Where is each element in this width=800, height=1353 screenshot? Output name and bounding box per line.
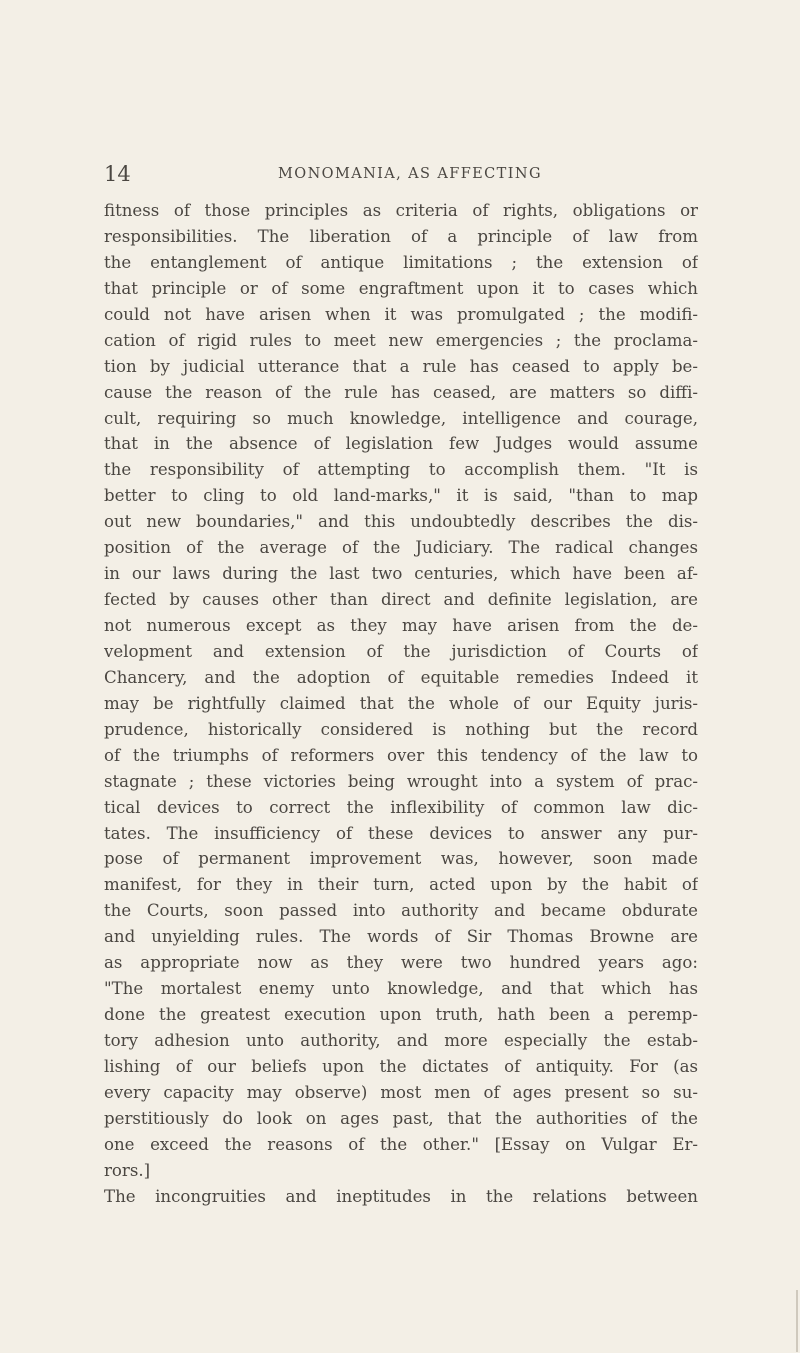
text-line: the entanglement of antique limitations ; the extension of [104,252,698,272]
text-line: every capacity may observe) most men of ages present so su- [104,1082,698,1102]
text-line: the Courts, soon passed into authority and became obdurate [104,901,698,921]
text-line: cause the reason of the rule has ceased, are matters so diffi- [104,382,698,402]
running-head [104,162,698,186]
text-line: fitness of those principles as criteria of rights, obligations or [104,201,698,220]
text-line: the responsibility of attempting to accomplish them. "It is [104,460,698,480]
text-line: pose of permanent improvement was, however, soon made [104,849,698,869]
text-line: stagnate ; these victories being wrought into a system of prac- [104,771,698,791]
text-line: lishing of our beliefs upon the dictates of antiquity. For (as [104,1056,698,1076]
text-line: could not have arisen when it was promulgated ; the modifi- [104,304,698,324]
text-line: prudence, historically considered is nothing but the record [104,719,698,739]
text-line: rors.] [104,1160,151,1180]
text-line: responsibilities. The liberation of a principle of law from [104,226,698,246]
page-number: 14 [104,162,131,186]
text-line: cult, requiring so much knowledge, intelligence and courage, [104,408,698,428]
text-line: one exceed the reasons of the other." [Essay on Vulgar Er- [104,1134,698,1154]
text-line: tates. The insufficiency of these devices to answer any pur- [104,823,698,843]
text-line: of the triumphs of reformers over this tendency of the law to [104,745,698,765]
page-edge-mark [796,1290,798,1352]
text-line: fected by causes other than direct and definite legislation, are [104,590,698,610]
body-text [104,198,698,1210]
text-line: perstitiously do look on ages past, that the authorities of the [104,1108,698,1128]
text-line: as appropriate now as they were two hundred years ago: [104,953,698,973]
text-line: and unyielding rules. The words of Sir Thomas Browne are [104,927,698,947]
text-line: done the greatest execution upon truth, hath been a peremp- [104,1005,698,1025]
text-line: Chancery, and the adoption of equitable remedies Indeed it [104,667,698,687]
text-line: out new boundaries," and this undoubtedly describes the dis- [104,512,698,532]
text-line: The incongruities and ineptitudes in the relations between [104,1186,698,1206]
text-line: position of the average of the Judiciary. The radical changes [104,538,698,558]
text-line: "The mortalest enemy unto knowledge, and that which has [104,979,698,999]
text-line: tion by judicial utterance that a rule has ceased to apply be- [104,356,698,376]
text-line: cation of rigid rules to meet new emergencies ; the proclama- [104,330,698,350]
text-line: may be rightfully claimed that the whole of our Equity juris- [104,693,698,713]
running-title: MONOMANIA, AS AFFECTING [278,166,542,182]
text-line: tical devices to correct the inflexibility of common law dic- [104,797,698,817]
text-line: tory adhesion unto authority, and more especially the estab- [104,1031,698,1050]
text-line: velopment and extension of the jurisdiction of Courts of [104,641,698,661]
text-line: not numerous except as they may have arisen from the de- [104,616,698,635]
text-line: better to cling to old land-marks," it is said, "than to map [104,486,698,506]
text-line: in our laws during the last two centuries, which have been af- [104,564,698,584]
text-line: that in the absence of legislation few Judges would assume [104,434,698,454]
text-line: manifest, for they in their turn, acted upon by the habit of [104,875,698,895]
text-line: that principle or of some engraftment upon it to cases which [104,278,698,298]
